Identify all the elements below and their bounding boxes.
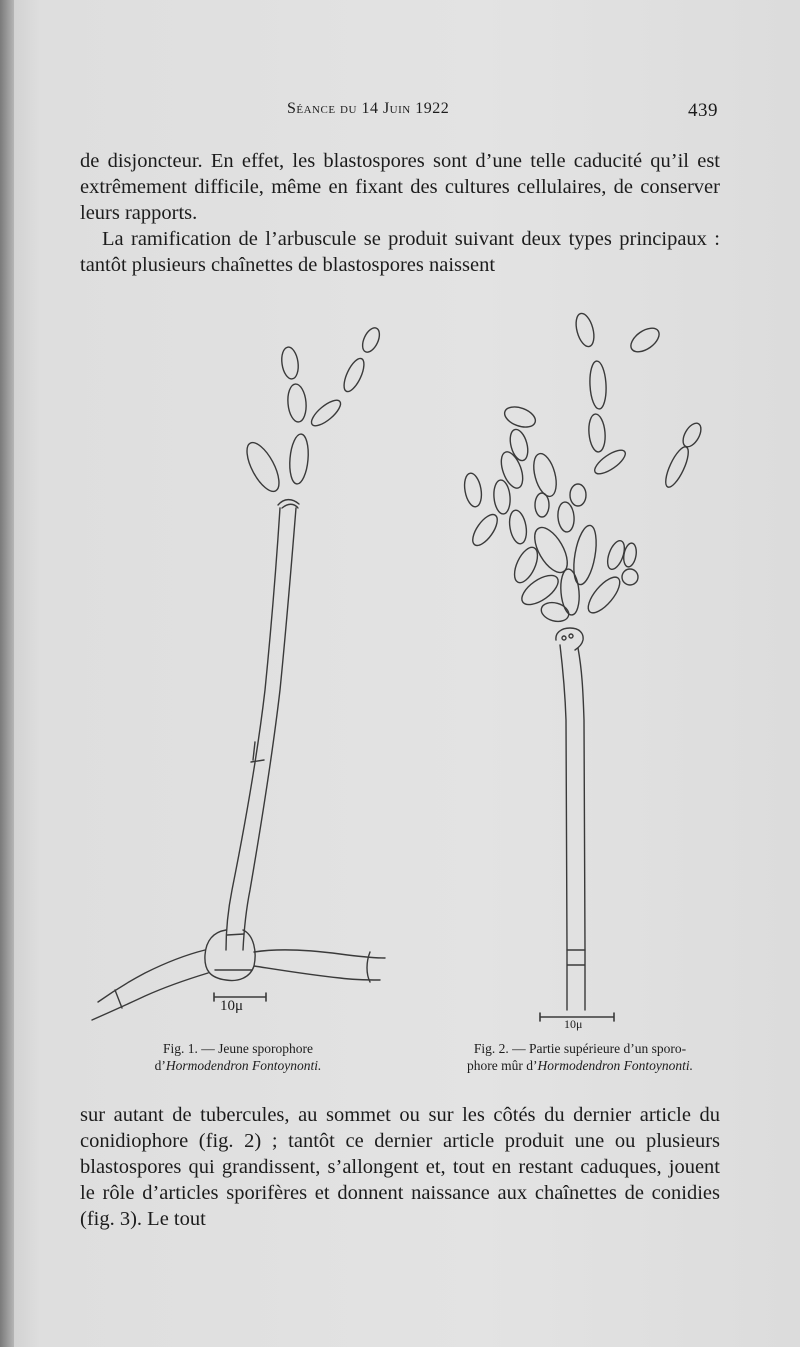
spore bbox=[288, 433, 310, 484]
spore bbox=[587, 413, 606, 452]
spore bbox=[280, 346, 300, 380]
spore bbox=[340, 356, 368, 395]
basal-cell bbox=[205, 930, 255, 980]
spore bbox=[517, 570, 563, 610]
spore bbox=[530, 451, 561, 499]
body-text-bottom bbox=[80, 1102, 720, 1232]
spore bbox=[627, 323, 664, 356]
spore bbox=[589, 361, 607, 410]
caption-species-prefix: d’ bbox=[154, 1058, 166, 1073]
spore bbox=[661, 444, 692, 490]
figure-2-drawing bbox=[462, 312, 704, 1021]
stalk-base bbox=[567, 950, 585, 1010]
spore bbox=[507, 509, 529, 545]
paragraph: de disjoncteur. En effet, les blastospores sont d’une telle caducité qu’il est extrêmement difficile, même en fixant des cultures cellulaires, de conserver leurs rapports. bbox=[80, 150, 720, 224]
page-header bbox=[0, 100, 800, 126]
spore bbox=[559, 568, 581, 615]
figures-area bbox=[0, 290, 800, 1080]
spore bbox=[241, 438, 286, 496]
caption-line bbox=[400, 1057, 760, 1074]
spore bbox=[497, 449, 527, 491]
hypha-wall bbox=[226, 508, 280, 950]
figure-drawings bbox=[0, 290, 800, 1080]
paragraph: sur autant de tubercules, au sommet ou sur les côtés du dernier article du conidiophore (fig. 2) ; tantôt ce dernier article produit une ou plusieurs blastospores qui grandissent, s’allongent et, tout en restant caduques, jouent le rôle d’articles sporifères et donnent naissance aux chaînettes de conidies (fig. 3). Le tout bbox=[80, 1104, 720, 1230]
figure-2-caption bbox=[400, 1040, 760, 1074]
body-text-top bbox=[80, 148, 720, 278]
spore bbox=[679, 420, 704, 450]
page-number: 439 bbox=[688, 100, 718, 121]
caption-line-2-prefix: phore mûr d’ bbox=[467, 1058, 538, 1073]
septum bbox=[278, 500, 299, 508]
septum bbox=[253, 742, 255, 760]
spore bbox=[539, 600, 571, 625]
scar bbox=[569, 634, 573, 638]
mycelium bbox=[98, 950, 205, 1002]
spore bbox=[622, 569, 638, 585]
mycelium bbox=[254, 950, 385, 958]
spore bbox=[591, 446, 629, 478]
caption-line: Fig. 1. — Jeune sporophore bbox=[163, 1041, 313, 1056]
stalk-wall bbox=[560, 645, 567, 950]
caption-line: Fig. 2. — Partie supérieure d’un sporo- bbox=[473, 1041, 687, 1056]
spore bbox=[359, 325, 383, 354]
caption-species: Hormodendron Fontoynonti. bbox=[537, 1058, 693, 1073]
spore bbox=[557, 501, 576, 532]
spore bbox=[583, 572, 625, 617]
spore bbox=[535, 493, 549, 517]
mycelium bbox=[254, 966, 380, 980]
spore bbox=[573, 312, 597, 349]
septum bbox=[215, 934, 252, 970]
spore bbox=[493, 479, 512, 514]
spore bbox=[308, 396, 345, 430]
spore bbox=[507, 427, 531, 462]
caption-species: Hormodendron Fontoynonti. bbox=[165, 1058, 322, 1073]
spore bbox=[570, 484, 586, 506]
figure-1-caption bbox=[118, 1040, 358, 1074]
scar bbox=[562, 636, 566, 640]
spore bbox=[570, 524, 600, 587]
figure-1-drawing bbox=[92, 325, 385, 1020]
paragraph: La ramification de l’arbuscule se produit suivant deux types principaux : tantôt plusieurs chaînettes de blastospores naissent bbox=[80, 228, 720, 276]
spore bbox=[286, 383, 307, 422]
caption-line bbox=[118, 1057, 358, 1074]
scale-label-1: 10μ bbox=[220, 998, 244, 1014]
spore bbox=[502, 403, 538, 431]
spore bbox=[468, 511, 502, 550]
running-head: Séance du 14 Juin 1922 bbox=[287, 100, 450, 117]
mycelium bbox=[92, 973, 208, 1020]
spore bbox=[462, 472, 484, 508]
scale-label-2: 10μ bbox=[564, 1017, 583, 1031]
hypha-wall bbox=[243, 508, 296, 950]
stalk-wall bbox=[578, 648, 585, 950]
